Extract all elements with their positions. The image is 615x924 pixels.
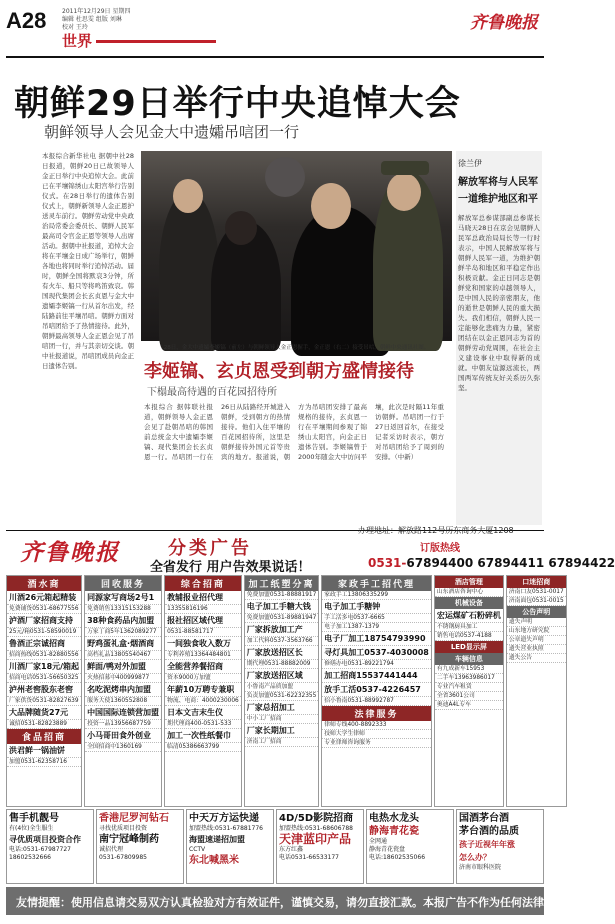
ad-column-head: 酒水商: [7, 576, 81, 591]
bottom-ad-line: 电话0531-66533177: [279, 854, 339, 861]
ad-item: 招小鲁南0531-88992787: [322, 697, 431, 706]
ad-item: 奥迪A4L专车: [435, 701, 503, 710]
bottom-ad: [276, 809, 364, 884]
phone-prefix: 0531-: [368, 556, 407, 570]
sidebar-body: 解放军总参谋部副总参谋长马晓天28日在京会见朝鲜人民军总政治局局长等一行时表示，中国人民解放军将与朝鲜人民军一道，为维护朝鲜半岛和地区和平稳定作出积极贡献。金正日同志是朝鲜党和国家的卓越领导人，是中国人民的亲密朋友，他的逝世是朝鲜人民的重大损失。我们相信，朝鲜人民一定能够化悲痛为力量，紧密团结在以金正恩同志为首的朝鲜劳动党周围，在社会主义建设事业中取得新的成就。中朝友谊源远流长，两国两军传统友好关系历久弥坚。: [458, 214, 540, 392]
ad-item: 物流、电商：4000230006: [167, 698, 239, 704]
headline: 朝鲜29日举行中央追悼大会: [14, 84, 461, 124]
ads-title: 分类广告: [168, 538, 252, 559]
ad-column: [321, 575, 432, 807]
ad-column: [6, 575, 82, 807]
ad-item: 宏运煤矿石粉碎机: [435, 609, 503, 623]
ad-subcolumn: [506, 575, 567, 807]
bottom-ad: [96, 809, 184, 884]
bottom-ad-line: 海盟速递招加盟: [189, 835, 245, 844]
ad-item: 38种食药品内加盟: [85, 614, 161, 628]
ad-item: 二手车13963986017: [435, 674, 503, 683]
ad-item: 同源家写商场2号1: [85, 591, 161, 605]
ad-item: 专业律师咨询服务: [322, 739, 431, 748]
ad-item: 技师大学生律师: [322, 730, 431, 739]
ads-hotline-label: 订版热线: [420, 543, 460, 554]
ad-item: 教辅报业招代理: [165, 591, 241, 605]
bottom-ad-line: 电话:0531-67987727: [9, 846, 71, 853]
ad-item: 销售电话0537-4188: [435, 632, 503, 641]
section-rule: [96, 40, 216, 43]
ads-slogan: 全省发行 用户告效果说话！: [150, 560, 311, 575]
ad-column-head: 家政手工招代理: [322, 576, 431, 591]
ad-column-head: LED显示屏: [435, 641, 503, 653]
ad-item: 厂家放送招区长: [245, 646, 319, 660]
ad-item: 厂家长期加工: [245, 724, 319, 738]
ad-column-head: 口迷招商: [507, 576, 566, 588]
ad-subcolumn: [434, 575, 504, 807]
news-photo: [141, 151, 452, 341]
ad-item: 年薪10万聘专兼职: [165, 683, 241, 697]
bottom-ad: [6, 809, 94, 884]
ad-item: 野鸡蛋礼盒·烟酒商: [85, 637, 161, 651]
ad-column-head: 车辆信息: [435, 653, 503, 665]
officer-cap: [381, 161, 429, 175]
ad-item: 厂家供货0531-82827639: [7, 697, 81, 706]
ad-item: 招商热线0531-82880556: [7, 651, 81, 660]
ad-item: 遗失营业执照: [507, 645, 566, 654]
ad-item: 泸酒厂家招商支持: [7, 614, 81, 628]
bottom-ad-line: 加盟热线:0531-68606788: [279, 825, 353, 832]
ad-item: 律师专线400-8892333: [322, 721, 431, 730]
classified-grid: [6, 575, 564, 807]
ad-item: 中小工厂招商: [245, 715, 319, 724]
bottom-ad-line: 南宁冠峰制药: [99, 834, 159, 845]
bottom-ad-title: 售手机靓号: [9, 813, 59, 824]
newspaper-logo: 齐鲁晚报: [470, 13, 538, 33]
ad-item: 放手工活0537-4226457: [322, 683, 431, 697]
ad-item: 名吃泥烤串内加盟: [85, 683, 161, 697]
bottom-ad-line: 怎么办？: [459, 853, 491, 862]
ad-item: 有九成新车15953: [435, 665, 503, 674]
photo-caption: 28日，金大中遗孀李姬镐（前左）与朝鲜领导人金正恩握手，金正恩（右二）接受吊唁。朝鲜中央通讯社图。: [163, 345, 430, 351]
ad-item: 招商电话0531-56650325: [7, 674, 81, 683]
ad-item: 山东酒店咨询中心: [435, 588, 503, 597]
ad-item: 13355816196: [165, 605, 241, 614]
ad-item: 大品牌随货27元: [7, 706, 81, 720]
ad-item: 高档礼品13805540467: [85, 651, 161, 660]
ad-item: 加工一次性纸餐巾: [165, 729, 241, 743]
ad-item: 加工招商15537441444: [322, 669, 431, 683]
ad-item: 济南面包0531-0015: [508, 598, 564, 604]
ad-item: 济南口友0531-0017: [508, 589, 564, 595]
ad-item: 济南工厂招商: [245, 738, 319, 747]
ad-item: 电子加工手糖钟: [322, 600, 431, 614]
bottom-ad-line: 有(4位)全生服生: [9, 825, 54, 832]
bottom-ad-line: 加盟热线:0531-67881776: [189, 825, 263, 832]
ad-item: 川酒厂家18元/箱起: [7, 660, 81, 674]
ad-item: 负责加盟0531-62232355: [246, 693, 317, 699]
subhead: 朝鲜领导人会见金大中遗孀吊唁团一行: [44, 123, 300, 141]
bottom-ad: [456, 809, 544, 884]
ad-item: 手工活多电0537-6665: [322, 614, 431, 623]
ad-item: 中国国际连锁营加盟: [85, 706, 161, 720]
ad-item: 全能营养餐招商: [165, 660, 241, 674]
bottom-ad-line: 东方红鑫: [279, 846, 304, 853]
ad-item: 火热招募中400999877: [85, 674, 161, 683]
bottom-ad-line: 寻找优质项目投资: [99, 825, 148, 832]
bottom-ad-line: 全网通: [369, 838, 388, 845]
bottom-ad-title: 4D/5D影院招商: [279, 813, 354, 824]
article-body-column-1: 本报综合新华社电 据朝中社28日报道，朝鲜20日已故领导人金正日举行中央追悼大会。此前已在平壤锦绣山太阳宫举行告别仪式。在28日举行的遗体告别仪式上，朝鲜新领导人金正恩护送灵车前行。朝鲜劳动党中央政治局常委会委员长、朝鲜人民军最高司令官金正恩等领导人出席活动。据朝中社报道，追悼大会将在平壤金日成广场举行，朝鲜各地也将同时举行追悼活动。届时，朝鲜全国将默哀3分钟，所有火车、船只等将鸣笛致哀。韩国现代集团会长玄贞恩与金大中遗孀李姬镐一行从首尔出发，经陆路前往平壤吊唁。朝鲜方面对吊唁团给予了热情接待。此外，朝鲜最高领导人金正恩会见了吊唁团一行，并与其亲切交谈。朝中社报道说，吊唁团成员向金正日遗体告别。: [42, 152, 134, 370]
ad-item: 电子厂加工18754793990: [322, 632, 431, 646]
figure-background: [265, 157, 305, 197]
ad-item: 投资一品13956687759: [85, 720, 161, 729]
ad-column-head: 法律服务: [322, 706, 431, 721]
face-left: [173, 179, 203, 213]
sidebar-title: 解放军将与人民军一道维护地区和平: [458, 177, 538, 205]
bottom-ad-title: 中天万方运快递: [189, 813, 259, 824]
sidebar-box: [456, 151, 542, 525]
bottom-ad-line: 0531-67809985: [99, 854, 147, 861]
ad-item: 期代理商400-0531-533: [165, 720, 241, 729]
ad-item: 家政手工13806335299: [322, 591, 431, 600]
ad-item: 加盟0531-62358716: [7, 758, 81, 767]
ad-column-head: 回收服务: [85, 576, 161, 591]
dateline: 2011年12月29日 星期四 编辑 杜思雯 组版 刘琳 校对 王玲: [62, 8, 131, 31]
ad-item: 一间独食收入数万: [165, 637, 241, 651]
feature-subhead: 下榻最高待遇的百花园招待所: [147, 387, 277, 398]
ad-column-head: 加工纸塑分离: [245, 576, 319, 591]
ad-item: 寻灯具加工0537-4030008: [322, 646, 431, 660]
ad-item: 报社招区域代理: [165, 614, 241, 628]
ad-item: 免费加盟0531-88881917: [246, 592, 317, 598]
ad-item: 资本9000万加盟: [165, 674, 241, 683]
bottom-ad-line: 18602532666: [9, 854, 51, 861]
bottom-ad-title: 香港尼罗河钻石: [99, 813, 169, 824]
ad-column: [84, 575, 162, 807]
ad-item: 遗失公告: [507, 654, 566, 663]
bottom-ads: [6, 809, 544, 884]
feature-body: 本报综合 据韩联社报道，朝鲜领导人金正恩会见了赴朝吊唁的韩国前总统金大中遗孀李姬镐、现代集团会长玄贞恩一行。吊唁团一行在26日从陆路经开城进入朝鲜，受到朝方的热情接待。他们入住平壤的百花园招待所，这里是朝鲜接待外国元首等贵宾的地方。报道说，朝方为吊唁团安排了最高规格的接待，玄贞恩一行在平壤期间参观了锦绣山太阳宫，向金正日遗体告别。李姬镐曾于2000年随金大中访问平壤，此次是时隔11年重访朝鲜。吊唁团一行于27日返回首尔，在接受记者采访时表示，朝方对吊唁团给予了周到的安排。（中新）: [144, 403, 444, 461]
legal-warning: 友情提醒：使用信息请交易双方认真检验对方有效证件，谨慎交易，请勿直接汇款。本报广告不作为任何法律依据。: [6, 887, 544, 915]
face-center: [311, 183, 351, 229]
ad-item: 全国招商中1360169: [85, 743, 161, 752]
ad-item: 加工代料0537-3563766: [245, 637, 319, 646]
ad-item: 电子加工1387-1379: [322, 623, 431, 632]
ad-item: 诚招0531-82823889: [7, 720, 81, 729]
ad-item: 免费加盟0531-89881947: [246, 615, 317, 621]
section-label: 世界: [62, 32, 93, 50]
sidebar-author: 徐兰伊: [458, 159, 482, 168]
hair-woman: [225, 211, 257, 245]
feature-title: 李姬镐、玄贞恩受到朝方盛情接待: [144, 361, 414, 382]
ad-item: 厂家总招加工: [245, 701, 319, 715]
ad-column-head: 综合招商: [165, 576, 241, 591]
ad-item: 鲜面/鸭对外加盟: [85, 660, 161, 674]
ad-column-head: 食品招商: [7, 729, 81, 744]
ads-phones: [368, 556, 615, 570]
ad-item: 专业汽车租赁: [435, 683, 503, 692]
face-officer: [387, 173, 421, 211]
ad-column-head: 机械设备: [435, 597, 503, 609]
ad-item: 小马哥田食外创业: [85, 729, 161, 743]
bottom-ad-line: 茅台酒的品质: [459, 826, 519, 837]
ad-item: 25元/箱0531-58590019: [7, 628, 81, 637]
bottom-ad-title: 电热水龙头: [369, 813, 419, 824]
ad-item: 日本文吉末生仪: [165, 706, 241, 720]
ad-item: 厂家拆放加工产: [245, 623, 319, 637]
bottom-ad-line: 电话:18602535066: [369, 854, 426, 861]
figure-left: [159, 191, 219, 351]
bottom-ad-line: 诚招代理: [99, 846, 124, 853]
bottom-ad-line: 孩子近视年年涨: [459, 840, 515, 849]
ad-item: 遗失声明: [507, 618, 566, 627]
ad-item: 山东地方研究院: [507, 627, 566, 636]
ad-item: 免费铺货0531-68677556: [7, 605, 81, 614]
ad-column: [164, 575, 242, 807]
bottom-ad-line: 静海青花瓷盘: [369, 846, 406, 853]
ad-item: 泸州老窖股东老窖: [7, 683, 81, 697]
bottom-ad: [186, 809, 274, 884]
ad-item: 期代理0531-88882009: [245, 660, 319, 669]
top-rule: [6, 56, 544, 58]
ad-item: 服务大使1360552808: [85, 697, 161, 706]
ad-item: 全省3601公司: [435, 692, 503, 701]
bottom-ad-line: 寻优质项目投资合作: [9, 835, 81, 844]
bottom-ad-title: 国酒茅台酒: [459, 813, 509, 824]
bottom-ad: [366, 809, 454, 884]
ad-column-head: 公告声明: [507, 606, 566, 618]
ad-item: 厂家放送招区域: [245, 669, 319, 683]
ad-column-head: 酒店管理: [435, 576, 503, 588]
ad-column: [434, 575, 567, 807]
ad-item: 临清05386663799: [165, 743, 241, 752]
ads-address: 办理地址：解放路112号历东商务大厦1208: [358, 526, 514, 535]
ad-item: 电子加工手糖大钱: [245, 600, 319, 614]
bottom-ad-line: 天津蓝印产品: [279, 832, 352, 846]
bottom-ad-line: 济南市眼科医院: [459, 864, 502, 871]
bottom-ad-line: CCTV: [189, 846, 206, 853]
ad-item: 小鲁南产品质加盟: [245, 683, 319, 692]
ad-item: 万家丁商5年1362089277: [85, 628, 161, 637]
phone-numbers: 67894400 67894411 67894422: [406, 556, 615, 570]
ad-item: 洪君鲜一锅油饼: [7, 744, 81, 758]
ad-item: 0531-88581717: [165, 628, 241, 637]
bottom-ad-line: 东北喊黑米: [189, 855, 239, 866]
ad-item: 修缮办电0531-89221794: [322, 660, 431, 669]
ad-item: 专利养殖13364484801: [165, 651, 241, 660]
ad-item: 免费销售13315153288: [85, 605, 161, 614]
ad-item: 不锈钢厨具加工: [435, 623, 503, 632]
page-number: A28: [6, 8, 47, 33]
ad-item: 鲁酒正宗诚招商: [7, 637, 81, 651]
ad-item: 公章遗失声明: [507, 636, 566, 645]
ad-item: 川酒26元箱起精装: [7, 591, 81, 605]
bottom-ad-line: 静海青花瓷: [369, 826, 419, 837]
ads-logo: 齐鲁晚报: [20, 539, 120, 566]
ad-column: [244, 575, 320, 807]
